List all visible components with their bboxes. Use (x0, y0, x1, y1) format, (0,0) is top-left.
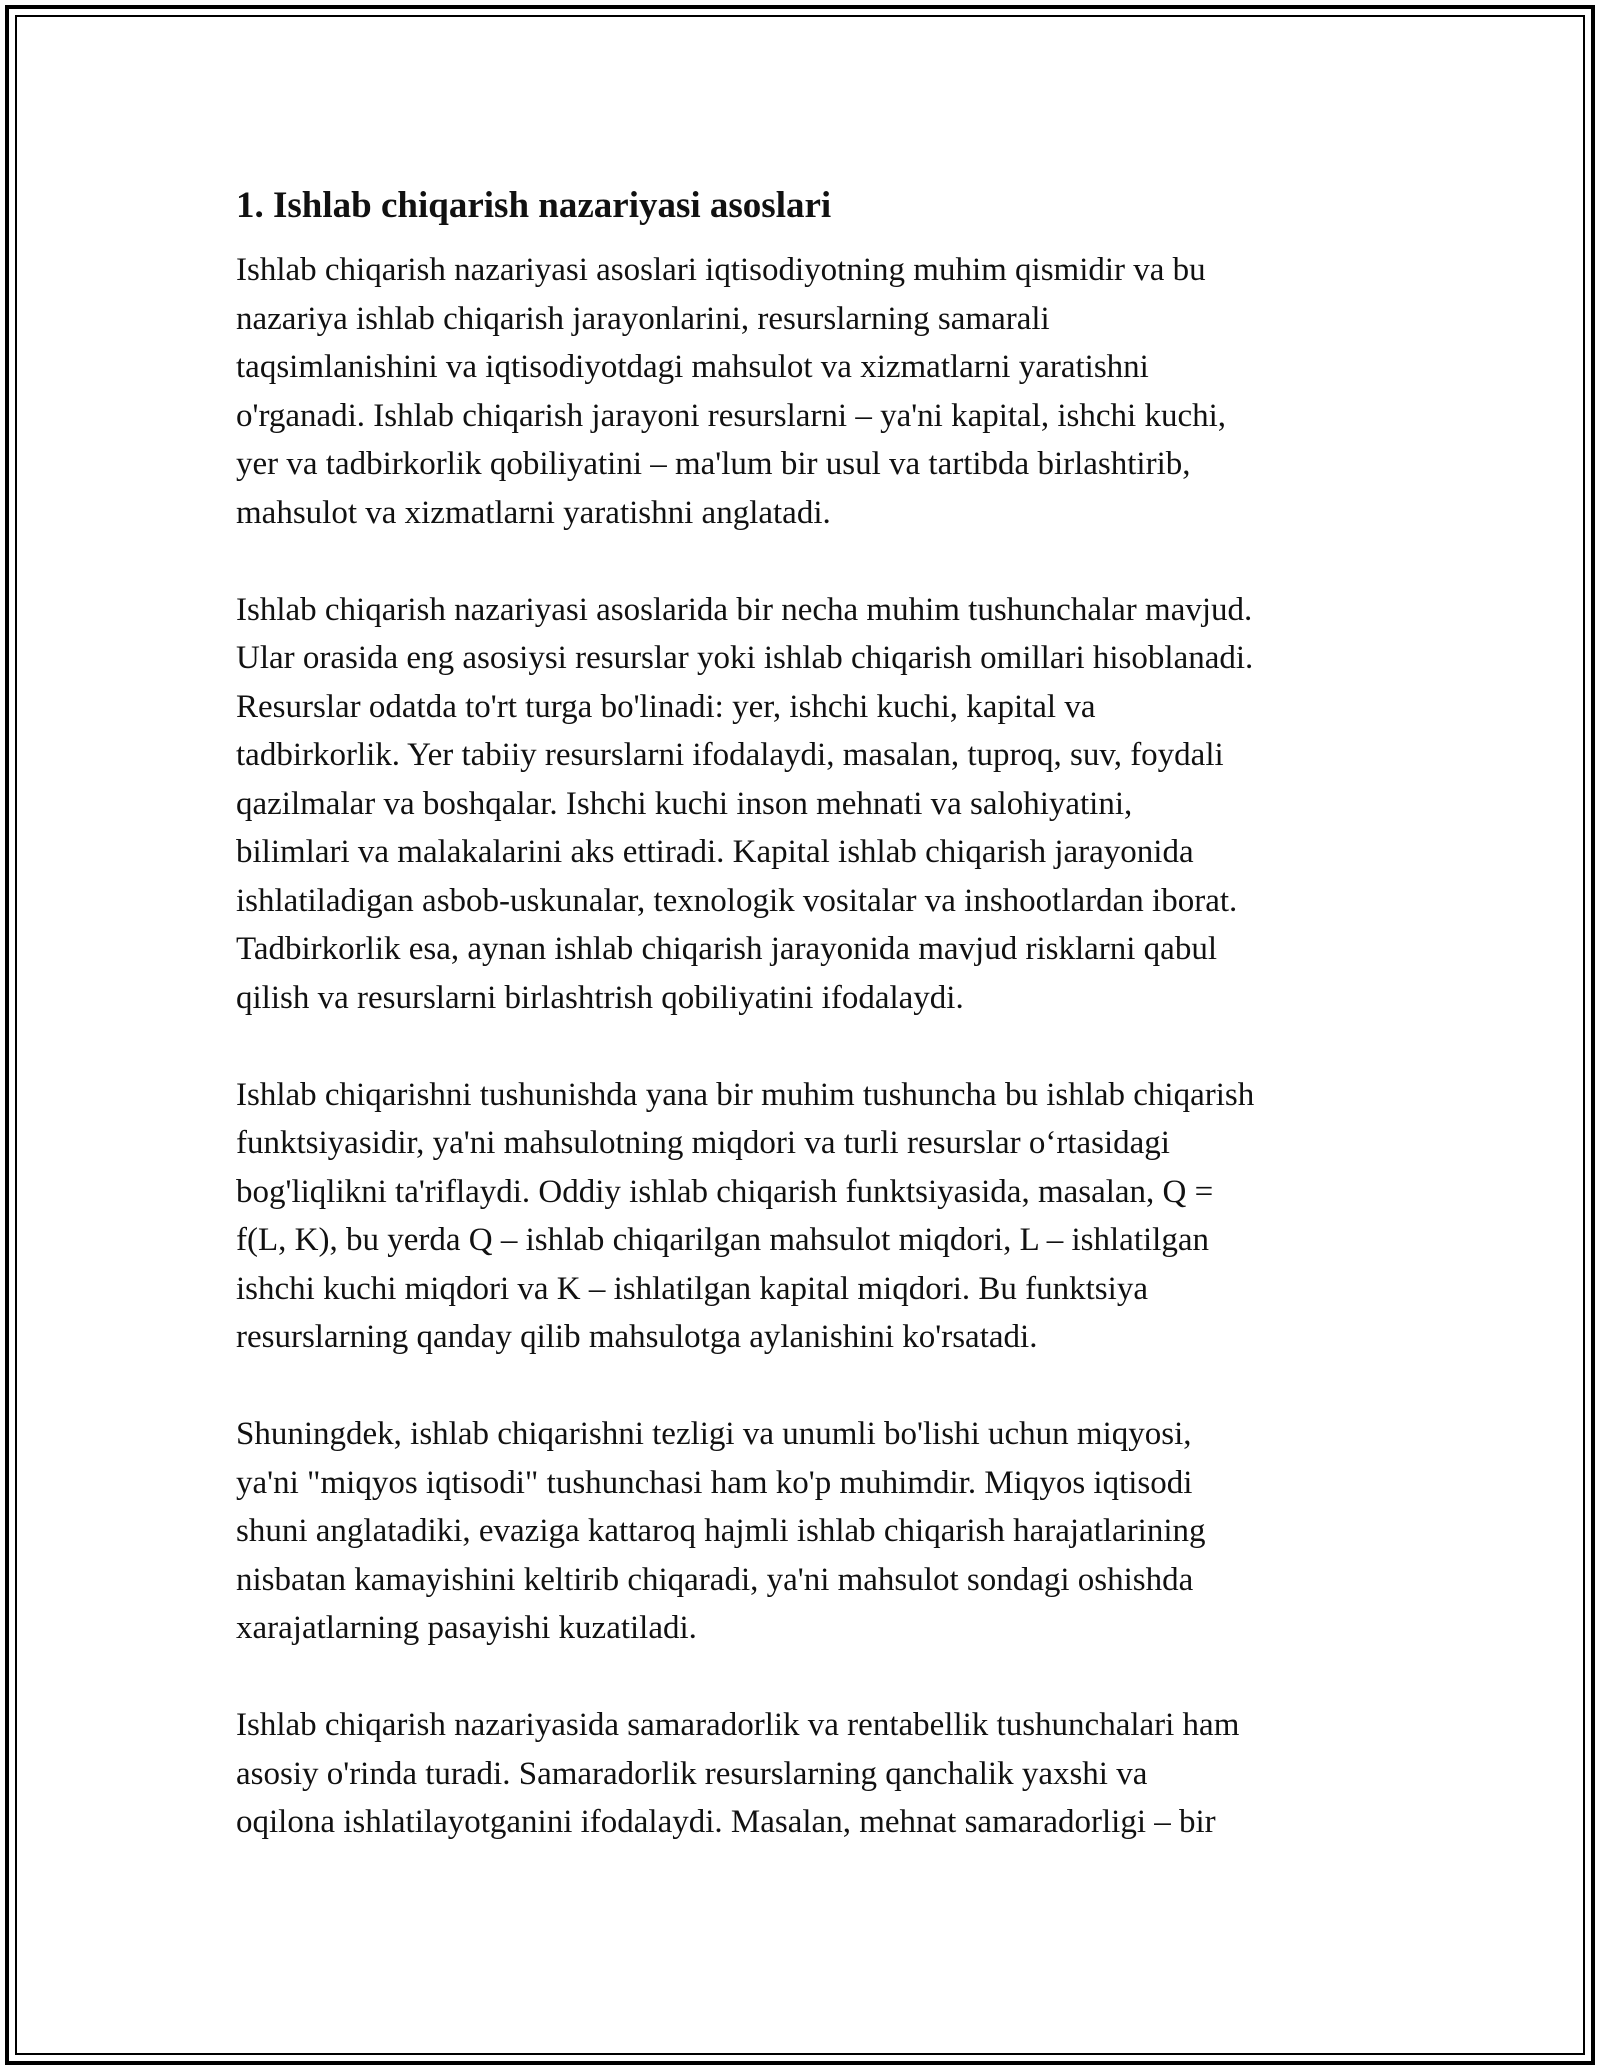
paragraph-3: Ishlab chiqarishni tushunishda yana bir muhim tushuncha bu ishlab chiqarish funktsiyasidir, ya'ni mahsulotning miqdori va turli resurslar o‘rtasidagi bog'liqlikni ta'riflaydi. Oddiy ishlab chiqarish funktsiyasida, masalan, Q = f(L, K), bu yerda Q – ishlab chiqarilgan mahsulot miqdori, L – ishlatilgan ishchi kuchi miqdori va K – ishlatilgan kapital miqdori. Bu funktsiya resurslarning qanday qilib mahsulotga aylanishini ko'rsatadi. (236, 1076, 1255, 1356)
paragraph-5: Ishlab chiqarish nazariyasida samaradorlik va rentabellik tushunchalari ham asosiy o'rinda turadi. Samaradorlik resurslarning qanchalik yaxshi va oqilona ishlatilayotganini ifodalaydi. Masalan, mehnat samaradorligi – bir (236, 1707, 1240, 1841)
paragraph-4: Shuningdek, ishlab chiqarishni tezligi va unumli bo'lishi uchun miqyosi, ya'ni "miqyos iqtisodi" tushunchasi ham ko'p muhimdir. Miqyos iqtisodi shuni anglatadiki, evaziga kattaroq hajmli ishlab chiqarish harajatlarining nisbatan kamayishini keltirib chiqaradi, ya'ni mahsulot sondagi oshishda xarajatlarning pasayishi kuzatiladi. (236, 1416, 1206, 1647)
section-heading: 1. Ishlab chiqarish nazariyasi asoslari (236, 185, 832, 226)
paragraph-1: Ishlab chiqarish nazariyasi asoslari iqtisodiyotning muhim qismidir va bu nazariya ishlab chiqarish jarayonlarini, resurslarning samarali taqsimlanishini va iqtisodiyotdagi mahsulot va xizmatlarni yaratishni o'rganadi. Ishlab chiqarish jarayoni resurslarni – ya'ni kapital, ishchi kuchi, yer va tadbirkorlik qobiliyatini – ma'lum bir usul va tartibda birlashtirib, mahsulot va xizmatlarni yaratishni anglatadi. (236, 252, 1227, 531)
paragraph-2: Ishlab chiqarish nazariyasi asoslarida bir necha muhim tushunchalar mavjud. Ular orasida eng asosiysi resurslar yoki ishlab chiqarish omillari hisoblanadi. Resurslar odatda to'rt turga bo'linadi: yer, ishchi kuchi, kapital va tadbirkorlik. Yer tabiiy resurslarni ifodalaydi, masalan, tuproq, suv, foydali qazilmalar va boshqalar. Ishchi kuchi inson mehnati va salohiyatini, bilimlari va malakalarini aks ettiradi. Kapital ishlab chiqarish jarayonida ishlatiladigan asbob-uskunalar, texnologik vositalar va inshootlardan iborat. Tadbirkorlik esa, aynan ishlab chiqarish jarayonida mavjud risklarni qabul qilish va resurslarni birlashtrish qobiliyatini ifodalaydi. (236, 591, 1254, 1016)
document-body (236, 184, 1386, 1895)
